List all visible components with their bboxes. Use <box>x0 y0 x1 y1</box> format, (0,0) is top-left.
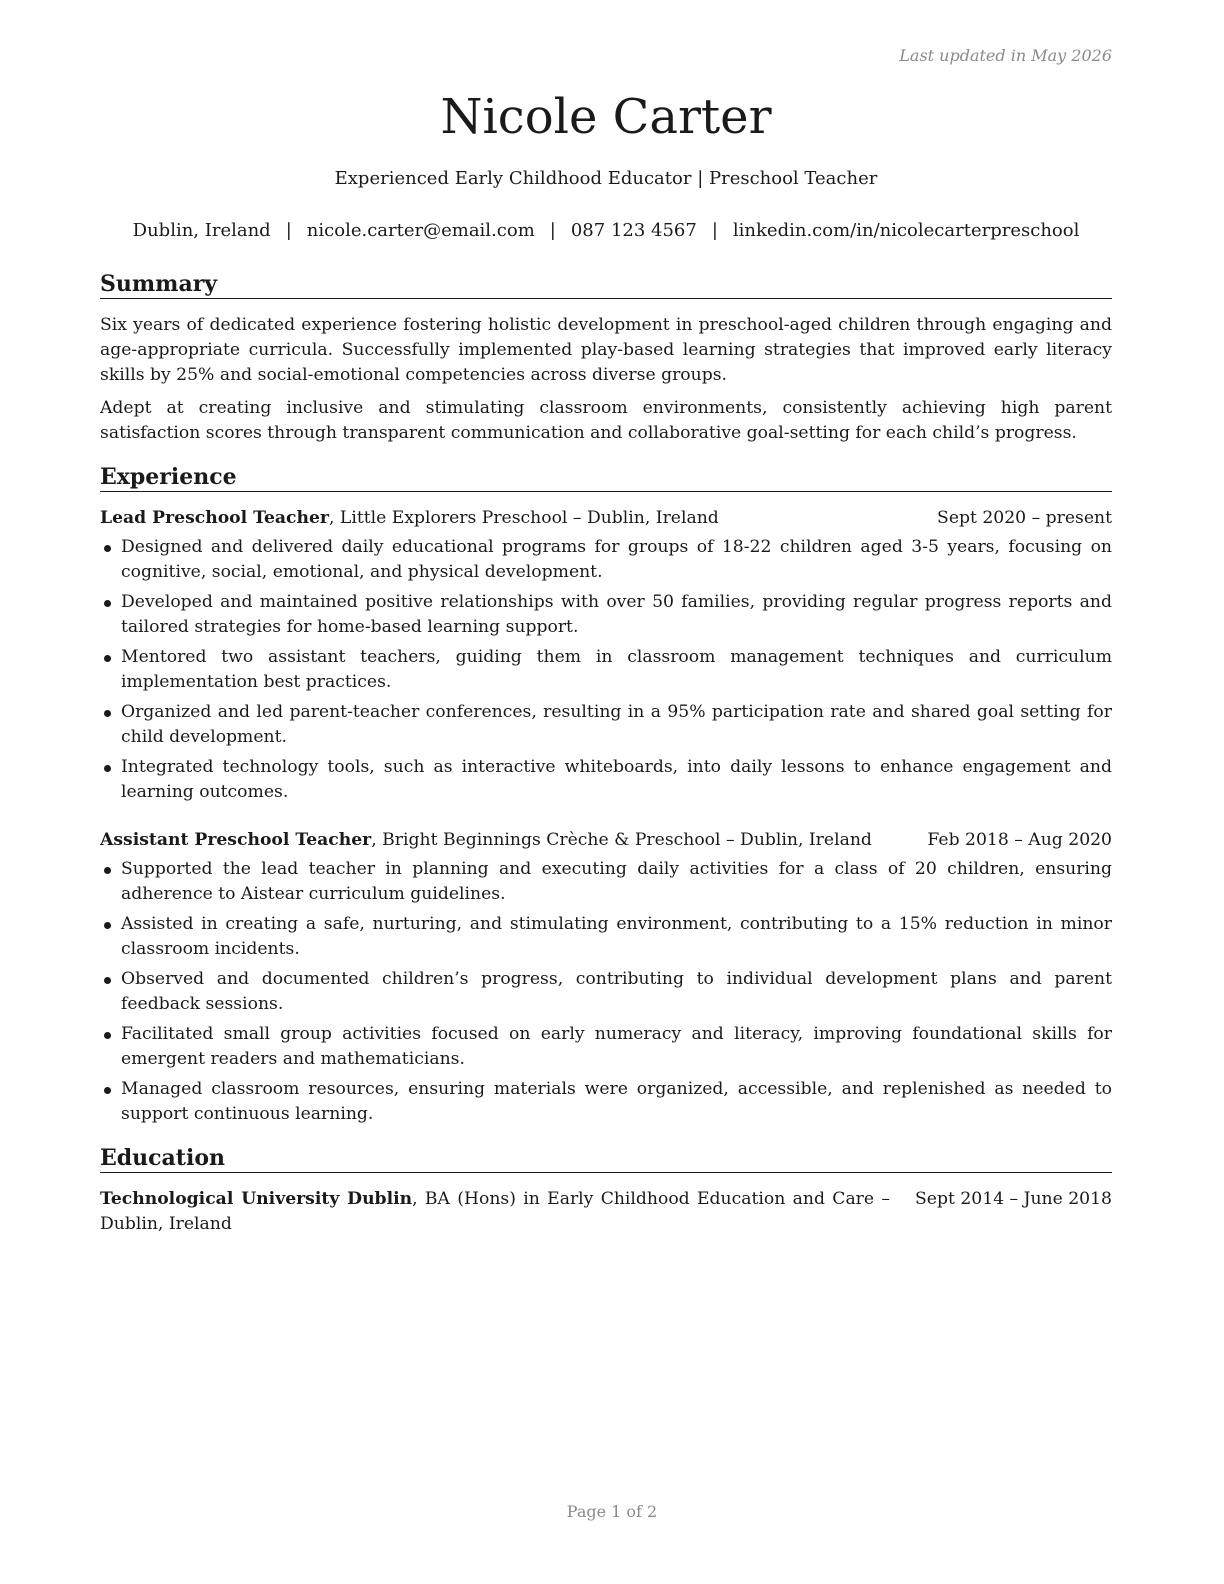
bullet-icon <box>104 655 111 662</box>
education-school: Technological University Dublin <box>100 1189 413 1209</box>
list-item <box>100 700 1112 750</box>
page-number: Page 1 of 2 <box>566 1502 658 1521</box>
section-title-education: Education <box>100 1144 1112 1173</box>
job-organization: , Bright Beginnings Crèche & Preschool – Dublin, Ireland <box>371 830 872 850</box>
education-details <box>100 1187 890 1237</box>
bullet-icon <box>104 600 111 607</box>
contact-separator: | <box>711 220 718 241</box>
bullet-text: Developed and maintained positive relationships with over 50 families, providing regular progress reports and tailored strategies for home-based learning support. <box>121 592 1112 637</box>
list-item <box>100 912 1112 962</box>
list-item <box>100 590 1112 640</box>
job-role: Lead Preschool Teacher <box>100 508 329 528</box>
candidate-name: Nicole Carter <box>440 89 772 145</box>
job-bullets <box>100 535 1112 805</box>
bullet-text: Observed and documented children’s progress, contributing to individual development plans and parent feedback sessions. <box>121 969 1112 1014</box>
summary-section <box>100 270 1112 446</box>
last-updated-note: Last updated in May 2026 <box>899 46 1112 65</box>
job-entry <box>100 828 1112 1127</box>
list-item <box>100 755 1112 805</box>
education-section <box>100 1144 1112 1237</box>
contact-linkedin[interactable]: linkedin.com/in/nicolecarterpreschool <box>732 220 1080 241</box>
headline: Experienced Early Childhood Educator | Preschool Teacher <box>334 168 878 189</box>
list-item <box>100 857 1112 907</box>
bullet-text: Designed and delivered daily educational programs for groups of 18-22 children aged 3-5 years, focusing on cognitive, social, emotional, and physical development. <box>121 537 1112 582</box>
summary-paragraph: Adept at creating inclusive and stimulating classroom environments, consistently achieving high parent satisfaction scores through transparent communication and collaborative goal-setting for each child’s progress. <box>100 398 1112 443</box>
job-title-line <box>100 828 872 853</box>
contact-separator: | <box>549 220 556 241</box>
bullet-icon <box>104 922 111 929</box>
list-item <box>100 535 1112 585</box>
list-item <box>100 967 1112 1017</box>
bullet-icon <box>104 1032 111 1039</box>
bullet-icon <box>104 710 111 717</box>
job-dates: Sept 2020 – present <box>937 508 1112 528</box>
job-organization: , Little Explorers Preschool – Dublin, Ireland <box>329 508 719 528</box>
contact-separator: | <box>285 220 292 241</box>
list-item <box>100 1022 1112 1072</box>
contact-line <box>100 219 1112 243</box>
job-bullets <box>100 857 1112 1127</box>
contact-location: Dublin, Ireland <box>132 220 271 241</box>
bullet-text: Managed classroom resources, ensuring materials were organized, accessible, and replenished as needed to support continuous learning. <box>121 1079 1112 1124</box>
bullet-icon <box>104 765 111 772</box>
job-role: Assistant Preschool Teacher <box>100 830 372 850</box>
bullet-icon <box>104 977 111 984</box>
bullet-icon <box>104 545 111 552</box>
bullet-text: Assisted in creating a safe, nurturing, and stimulating environment, contributing to a 15% reduction in minor classroom incidents. <box>121 914 1112 959</box>
education-degree: , BA (Hons) in Early Childhood Education and Care – Dublin, Ireland <box>100 1189 890 1234</box>
list-item <box>100 645 1112 695</box>
job-title-line <box>100 506 719 531</box>
bullet-text: Organized and led parent-teacher conferences, resulting in a 95% participation rate and shared goal setting for child development. <box>121 702 1112 747</box>
education-dates: Sept 2014 – June 2018 <box>915 1189 1112 1209</box>
job-header <box>100 828 1112 853</box>
section-title-summary: Summary <box>100 270 1112 299</box>
bullet-text: Integrated technology tools, such as interactive whiteboards, into daily lessons to enhance engagement and learning outcomes. <box>121 757 1112 802</box>
job-header <box>100 506 1112 531</box>
experience-section <box>100 463 1112 1132</box>
list-item <box>100 1077 1112 1127</box>
bullet-text: Facilitated small group activities focused on early numeracy and literacy, improving foundational skills for emergent readers and mathematicians. <box>121 1024 1112 1069</box>
summary-paragraph: Six years of dedicated experience fostering holistic development in preschool-aged children through engaging and age-appropriate curricula. Successfully implemented play-based learning strategies that improved early literacy skills by 25% and social-emotional competencies across diverse groups. <box>100 315 1112 385</box>
bullet-icon <box>104 867 111 874</box>
section-title-experience: Experience <box>100 463 1112 492</box>
job-dates: Feb 2018 – Aug 2020 <box>927 830 1112 850</box>
contact-phone: 087 123 4567 <box>570 220 697 241</box>
bullet-text: Supported the lead teacher in planning and executing daily activities for a class of 20 children, ensuring adherence to Aistear curriculum guidelines. <box>121 859 1112 904</box>
job-entry <box>100 506 1112 805</box>
bullet-text: Mentored two assistant teachers, guiding them in classroom management techniques and curriculum implementation best practices. <box>121 647 1112 692</box>
contact-email[interactable]: nicole.carter@email.com <box>306 220 535 241</box>
education-entry <box>100 1187 1112 1237</box>
bullet-icon <box>104 1087 111 1094</box>
